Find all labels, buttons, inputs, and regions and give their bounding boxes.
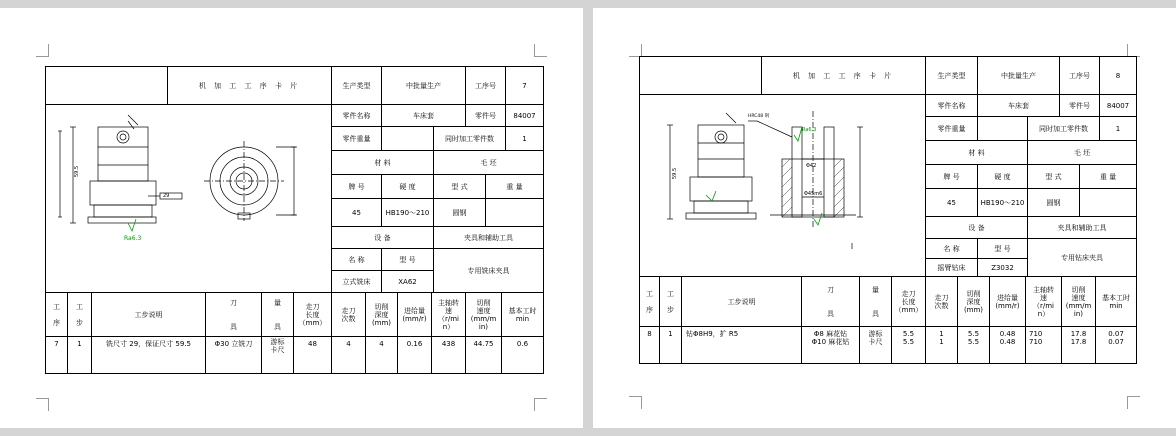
machine-name-label: 名 称 bbox=[332, 249, 382, 271]
part-name-label: 零件名称 bbox=[332, 105, 382, 127]
fixture-value: 专用钻床夹具 bbox=[1028, 239, 1136, 277]
sketch-roughness-label: Ra6.3 bbox=[802, 127, 817, 133]
blank-weight-value bbox=[486, 199, 543, 227]
blank-type-value: 圆钢 bbox=[434, 199, 486, 227]
card-logo-cell bbox=[640, 57, 762, 95]
production-type-label: 生产类型 bbox=[926, 57, 978, 95]
part-number-label: 零件号 bbox=[466, 105, 506, 127]
row-cutting-speed: 44.75 bbox=[466, 337, 502, 373]
simultaneous-parts-label: 同时加工零件数 bbox=[1028, 117, 1100, 141]
row-feed: 0.16 bbox=[398, 337, 432, 373]
row-time: 0.07 0.07 bbox=[1108, 330, 1124, 346]
col-header-depth: 切削 深度 (mm) bbox=[366, 293, 398, 337]
machine-name-value: 立式铣床 bbox=[332, 271, 382, 293]
row-operation: 7 bbox=[46, 337, 68, 373]
blank-weight-value bbox=[1080, 189, 1136, 217]
col-header-tool: 刀 具 bbox=[206, 293, 262, 337]
machine-name-label: 名 称 bbox=[926, 239, 978, 259]
process-card-table bbox=[45, 66, 544, 374]
row-depth: 4 bbox=[366, 337, 398, 373]
row-passes: 1 1 bbox=[926, 327, 958, 363]
grade-value: 45 bbox=[926, 189, 978, 217]
part-name-value: 车床套 bbox=[978, 95, 1060, 117]
row-operation: 8 bbox=[640, 327, 660, 363]
drilling-sketch bbox=[642, 97, 924, 275]
col-header-length: 走刀 长度 （mm） bbox=[892, 277, 926, 327]
row-step: 1 bbox=[660, 327, 682, 363]
col-header-passes: 走刀 次数 bbox=[332, 293, 366, 337]
production-type-label: 生产类型 bbox=[332, 67, 382, 105]
part-number-value: 84007 bbox=[506, 105, 543, 127]
blank-header: 毛 坯 bbox=[434, 151, 543, 175]
machine-model-label: 型 号 bbox=[978, 239, 1028, 259]
card-title: 机 加 工 工 序 卡 片 bbox=[762, 57, 926, 95]
sketch-height-dimension: 59.5 bbox=[74, 165, 80, 177]
sketch-bore-diameter: Φ42 bbox=[806, 163, 817, 169]
col-header-gauge: 量 具 bbox=[262, 293, 294, 337]
milling-sketch bbox=[48, 107, 330, 291]
row-gauge: 游标 卡尺 bbox=[262, 337, 294, 373]
row-step: 1 bbox=[68, 337, 92, 373]
card-logo-cell bbox=[46, 67, 168, 105]
row-tool: Φ8 麻花钻 Φ10 麻花钻 bbox=[802, 327, 860, 363]
col-header-speed: 主轴转 速 （r/mi n） bbox=[432, 293, 466, 337]
row-time: 0.6 bbox=[516, 340, 529, 348]
blank-type-label: 型 式 bbox=[434, 175, 486, 199]
col-header-step: 工 步 bbox=[660, 277, 682, 327]
operation-number-value: 7 bbox=[506, 67, 543, 105]
sketch-width-dimension: 29 bbox=[163, 193, 170, 199]
fixture-value: 专用铣床夹具 bbox=[434, 249, 543, 293]
col-header-cutting-speed: 切削 速度 (mm/m in) bbox=[466, 293, 502, 337]
blank-type-value: 圆钢 bbox=[1028, 189, 1080, 217]
row-passes: 4 bbox=[332, 337, 366, 373]
blank-header: 毛 坯 bbox=[1028, 141, 1136, 165]
equipment-header: 设 备 bbox=[926, 217, 1028, 239]
col-header-feed: 进给量 (mm/r) bbox=[398, 293, 432, 337]
production-type-value: 中批量生产 bbox=[978, 57, 1060, 95]
col-header-description: 工步说明 bbox=[92, 293, 206, 337]
part-weight-value bbox=[382, 127, 434, 151]
row-length: 5.5 5.5 bbox=[892, 327, 926, 363]
margin-corner-mark bbox=[36, 398, 49, 411]
col-header-operation: 工 序 bbox=[640, 277, 660, 327]
equipment-header: 设 备 bbox=[332, 227, 434, 249]
hardness-label: 硬 度 bbox=[382, 175, 434, 199]
sketch-outer-diameter: Φ45m6 bbox=[804, 191, 823, 197]
document-page-2 bbox=[593, 8, 1176, 428]
col-header-time: 基本工时 min bbox=[1096, 277, 1136, 327]
margin-corner-mark bbox=[1127, 396, 1140, 409]
blank-weight-label: 重 量 bbox=[1080, 165, 1136, 189]
col-header-operation: 工 序 bbox=[46, 293, 68, 337]
margin-corner-mark bbox=[534, 398, 547, 411]
material-header: 材 料 bbox=[332, 151, 434, 175]
simultaneous-parts-value: 1 bbox=[1100, 117, 1136, 141]
row-description: 铣尺寸 29，保证尺寸 59.5 bbox=[92, 337, 206, 373]
part-name-value: 车床套 bbox=[382, 105, 466, 127]
grade-label: 牌 号 bbox=[332, 175, 382, 199]
row-speed: 438 bbox=[432, 337, 466, 373]
hardness-value: HB190～210 bbox=[382, 199, 434, 227]
fixture-header: 夹具和辅助工具 bbox=[434, 227, 543, 249]
blank-weight-label: 重 量 bbox=[486, 175, 543, 199]
col-header-time: 基本工时 min bbox=[502, 293, 543, 337]
machine-model-value: Z3032 bbox=[978, 259, 1028, 277]
grade-value: 45 bbox=[332, 199, 382, 227]
sketch-hardness-label: HRC48 钢 bbox=[748, 114, 770, 119]
col-header-gauge: 量 具 bbox=[860, 277, 892, 327]
row-gauge: 游标 卡尺 bbox=[860, 327, 892, 363]
col-header-feed: 进给量 (mm/r) bbox=[990, 277, 1026, 327]
col-header-passes: 走刀 次数 bbox=[926, 277, 958, 327]
sketch-roughness-label: Ra6.3 bbox=[124, 235, 142, 242]
row-cutting-speed: 17.8 17.8 bbox=[1062, 327, 1096, 363]
part-number-label: 零件号 bbox=[1060, 95, 1100, 117]
simultaneous-parts-value: 1 bbox=[506, 127, 543, 151]
col-header-cutting-speed: 切削 速度 (mm/m in) bbox=[1062, 277, 1096, 327]
sketch-height-dimension: 59.5 bbox=[672, 167, 678, 179]
row-description: 钻Φ8H9，扩 R5 bbox=[682, 327, 802, 363]
col-header-depth: 切削 深度 (mm) bbox=[958, 277, 990, 327]
margin-corner-mark bbox=[534, 44, 547, 57]
col-header-step: 工 步 bbox=[68, 293, 92, 337]
margin-corner-mark bbox=[36, 44, 49, 57]
operation-number-value: 8 bbox=[1100, 57, 1136, 95]
material-header: 材 料 bbox=[926, 141, 1028, 165]
blank-type-label: 型 式 bbox=[1028, 165, 1080, 189]
col-header-length: 走刀 长度 （mm） bbox=[294, 293, 332, 337]
row-depth: 5.5 5.5 bbox=[958, 327, 990, 363]
machine-model-label: 型 号 bbox=[382, 249, 434, 271]
fixture-header: 夹具和辅助工具 bbox=[1028, 217, 1136, 239]
machine-model-value: XA62 bbox=[382, 271, 434, 293]
hardness-value: HB190～210 bbox=[978, 189, 1028, 217]
grade-label: 牌 号 bbox=[926, 165, 978, 189]
part-weight-label: 零件重量 bbox=[926, 117, 978, 141]
page-gap bbox=[583, 0, 593, 436]
row-speed: 710 710 bbox=[1026, 327, 1062, 363]
row-feed: 0.48 0.48 bbox=[990, 327, 1026, 363]
col-header-tool: 刀 具 bbox=[802, 277, 860, 327]
margin-corner-mark bbox=[629, 396, 642, 409]
col-header-speed: 主轴转 速 （r/mi n） bbox=[1026, 277, 1062, 327]
document-page-1 bbox=[0, 8, 583, 428]
card-title: 机 加 工 工 序 卡 片 bbox=[168, 67, 332, 105]
row-length: 48 bbox=[294, 337, 332, 373]
simultaneous-parts-label: 同时加工零件数 bbox=[434, 127, 506, 151]
part-weight-value bbox=[978, 117, 1028, 141]
row-tool: Φ30 立铣刀 bbox=[206, 337, 262, 373]
part-weight-label: 零件重量 bbox=[332, 127, 382, 151]
col-header-description: 工步说明 bbox=[682, 277, 802, 327]
operation-number-label: 工序号 bbox=[466, 67, 506, 105]
process-card-table bbox=[639, 56, 1137, 364]
part-name-label: 零件名称 bbox=[926, 95, 978, 117]
production-type-value: 中批量生产 bbox=[382, 67, 466, 105]
hardness-label: 硬 度 bbox=[978, 165, 1028, 189]
part-number-value: 84007 bbox=[1100, 95, 1136, 117]
operation-number-label: 工序号 bbox=[1060, 57, 1100, 95]
machine-name-value: 摇臂钻床 bbox=[926, 259, 978, 277]
